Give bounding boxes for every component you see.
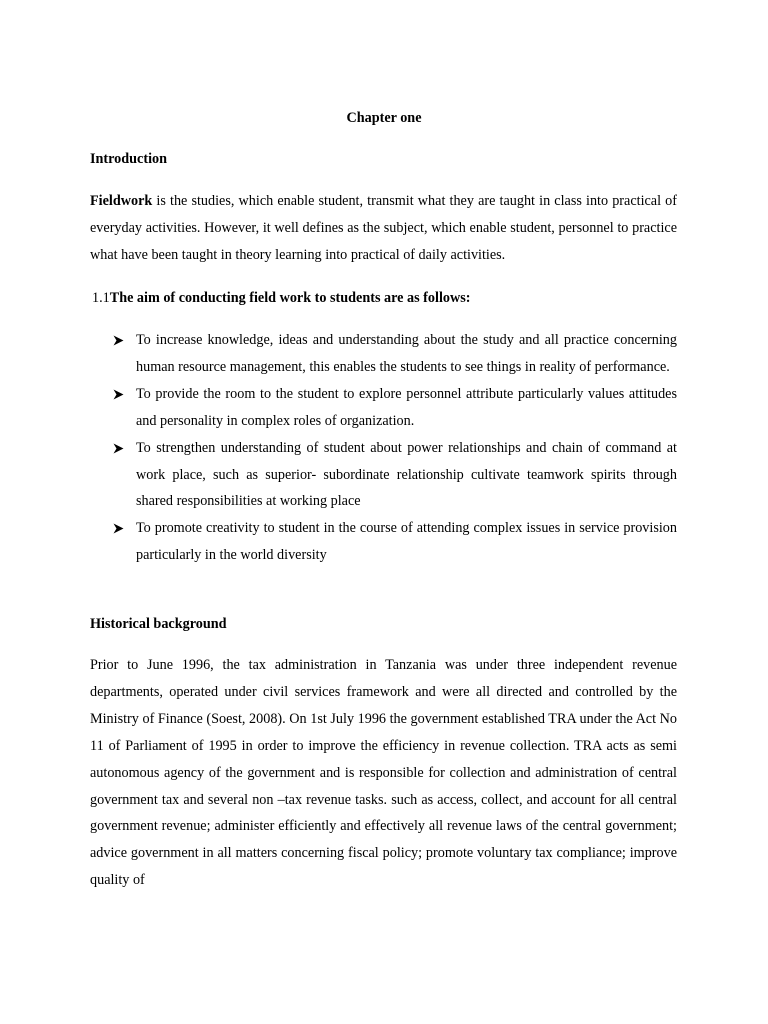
fieldwork-term: Fieldwork — [90, 193, 153, 209]
list-item — [0, 381, 677, 435]
chapter-title: Chapter one — [346, 110, 422, 126]
fieldwork-text: is the studies, which enable student, transmit what they are taught in class into practical of everyday activities. However, it well defines as the subject, which enable student, personnel to practice what have been taught in theory learning into practical of daily activities. — [90, 193, 677, 263]
list-item-text: To increase knowledge, ideas and understanding about the study and all practice concerning human resource management, this enables the students to see things in reality of performance. — [136, 332, 677, 375]
arrowhead-bullet-icon — [113, 327, 127, 354]
historical-background-paragraph: Prior to June 1996, the tax administration in Tanzania was under three independent revenue departments, operated under civil services framework and were all directed and controlled by the Ministry of Finance (Soest, 2008). On 1st July 1996 the government established TRA under the Act No 11 of Parliament of 1995 in order to improve the efficiency in revenue collection. TRA acts as semi autonomous agency of the government and is responsible for collection and administration of central government tax and several non –tax revenue tasks. such as access, collect, and account for all central government revenue; administer efficiently and effectively all revenue laws of the central government; advice government in all matters concerning fiscal policy; promote voluntary tax compliance; improve quality of — [90, 657, 677, 889]
aim-section-number: 1.1 — [92, 290, 110, 306]
fieldwork-paragraph — [90, 188, 677, 269]
list-item — [0, 515, 677, 569]
arrowhead-bullet-icon — [113, 381, 127, 408]
introduction-heading: Introduction — [90, 151, 167, 167]
historical-background-heading: Historical background — [90, 616, 227, 632]
list-item-text: To strengthen understanding of student about power relationships and chain of command at work place, such as superior- subordinate relationship cultivate teamwork spirits through shared responsibilities at working place — [136, 439, 677, 510]
list-item-text: To promote creativity to student in the course of attending complex issues in service provision particularly in the world diversity — [136, 520, 677, 564]
arrowhead-bullet-icon — [113, 515, 127, 542]
aim-heading — [92, 289, 470, 307]
arrowhead-bullet-icon — [113, 435, 127, 462]
aim-heading-text: The aim of conducting field work to students are as follows: — [109, 290, 471, 306]
list-item — [0, 327, 677, 381]
list-item-text: To provide the room to the student to explore personnel attribute particularly values attitudes and personality in complex roles of organization. — [136, 385, 677, 429]
aims-list — [0, 327, 768, 569]
list-item — [0, 435, 677, 516]
